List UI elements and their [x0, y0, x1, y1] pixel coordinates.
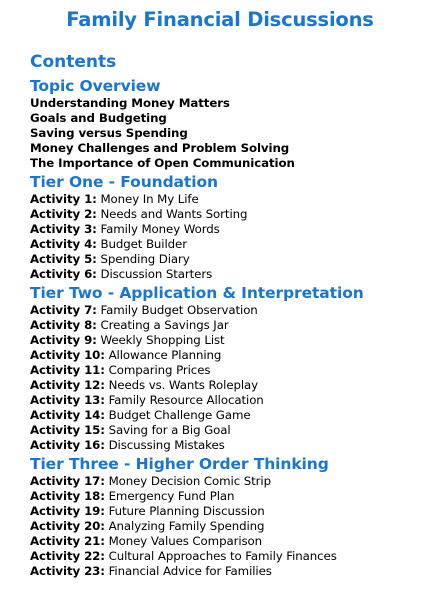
activity-item — [30, 423, 435, 438]
activity-item — [30, 222, 435, 237]
activity-item — [30, 237, 435, 252]
activity-number: Activity 22: — [30, 549, 105, 563]
activity-number: Activity 14: — [30, 408, 105, 422]
activity-item — [30, 303, 435, 318]
activity-title: Money Decision Comic Strip — [104, 474, 271, 488]
activity-item — [30, 504, 435, 519]
topic-item: Understanding Money Matters — [30, 96, 230, 110]
activity-item — [30, 438, 435, 453]
activity-number: Activity 15: — [30, 423, 105, 437]
activity-title: Analyzing Family Spending — [104, 519, 265, 533]
activity-number: Activity 13: — [30, 393, 105, 407]
activity-item — [30, 192, 435, 207]
activity-title: Needs and Wants Sorting — [96, 207, 248, 221]
activity-title: Money Values Comparison — [104, 534, 263, 548]
activity-number: Activity 4: — [30, 237, 97, 251]
activity-number: Activity 20: — [30, 519, 105, 533]
document-title: Family Financial Discussions — [66, 8, 374, 31]
activity-item — [30, 549, 435, 564]
activity-number: Activity 6: — [30, 267, 97, 281]
activity-item — [30, 393, 435, 408]
activity-title: Allowance Planning — [104, 348, 222, 362]
activity-item — [30, 333, 435, 348]
topic-item: Money Challenges and Problem Solving — [30, 141, 290, 155]
activity-number: Activity 1: — [30, 192, 97, 206]
activity-item — [30, 564, 435, 579]
activity-number: Activity 5: — [30, 252, 97, 266]
activity-item — [30, 378, 435, 393]
activity-number: Activity 3: — [30, 222, 97, 236]
activity-number: Activity 21: — [30, 534, 105, 548]
activity-title: Spending Diary — [96, 252, 190, 266]
activity-title: Comparing Prices — [104, 363, 211, 377]
activity-title: Discussion Starters — [96, 267, 213, 281]
activity-item — [30, 534, 435, 549]
section-heading-topic-overview: Topic Overview — [30, 77, 161, 95]
activity-title: Needs vs. Wants Roleplay — [104, 378, 259, 392]
activity-title: Financial Advice for Families — [104, 564, 272, 578]
contents-heading: Contents — [30, 52, 117, 72]
activity-item — [30, 489, 435, 504]
activity-number: Activity 19: — [30, 504, 105, 518]
topic-item: Saving versus Spending — [30, 126, 188, 140]
activity-title: Budget Builder — [96, 237, 187, 251]
activity-title: Saving for a Big Goal — [104, 423, 231, 437]
topic-item: The Importance of Open Communication — [30, 156, 295, 170]
activity-number: Activity 16: — [30, 438, 105, 452]
topic-item: Goals and Budgeting — [30, 111, 167, 125]
activity-number: Activity 12: — [30, 378, 105, 392]
activity-title: Discussing Mistakes — [104, 438, 225, 452]
activity-item — [30, 252, 435, 267]
activity-number: Activity 23: — [30, 564, 105, 578]
activity-item — [30, 519, 435, 534]
activity-item — [30, 207, 435, 222]
activity-item — [30, 267, 435, 282]
activity-title: Future Planning Discussion — [104, 504, 265, 518]
activity-item — [30, 318, 435, 333]
activity-title: Cultural Approaches to Family Finances — [104, 549, 337, 563]
activity-title: Family Money Words — [96, 222, 220, 236]
activity-item — [30, 474, 435, 489]
table-of-contents — [30, 77, 435, 579]
activity-item — [30, 348, 435, 363]
activity-number: Activity 10: — [30, 348, 105, 362]
activity-number: Activity 17: — [30, 474, 105, 488]
section-heading-tier-three: Tier Three - Higher Order Thinking — [30, 455, 329, 473]
section-heading-tier-two: Tier Two - Application & Interpretation — [30, 284, 364, 302]
activity-title: Family Budget Observation — [96, 303, 258, 317]
activity-number: Activity 9: — [30, 333, 97, 347]
activity-title: Weekly Shopping List — [96, 333, 225, 347]
activity-number: Activity 18: — [30, 489, 105, 503]
activity-title: Creating a Savings Jar — [96, 318, 229, 332]
activity-number: Activity 7: — [30, 303, 97, 317]
activity-item — [30, 408, 435, 423]
activity-number: Activity 8: — [30, 318, 97, 332]
activity-item — [30, 363, 435, 378]
activity-title: Family Resource Allocation — [104, 393, 264, 407]
section-heading-tier-one: Tier One - Foundation — [30, 173, 218, 191]
activity-number: Activity 11: — [30, 363, 105, 377]
activity-number: Activity 2: — [30, 207, 97, 221]
activity-title: Emergency Fund Plan — [104, 489, 235, 503]
activity-title: Money In My Life — [96, 192, 199, 206]
activity-title: Budget Challenge Game — [104, 408, 251, 422]
